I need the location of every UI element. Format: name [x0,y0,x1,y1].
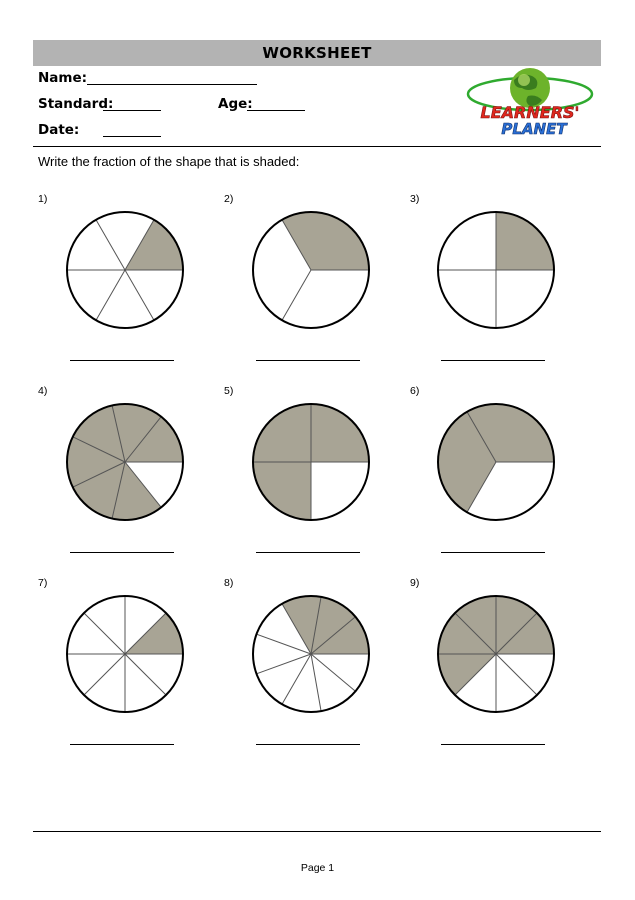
learners-planet-logo [462,66,597,145]
name-line [87,84,257,85]
answer-line[interactable] [70,360,174,361]
answer-line[interactable] [441,360,545,361]
answer-line[interactable] [256,552,360,553]
page-number: Page 1 [300,862,335,874]
header-divider [33,146,601,147]
question-number: 9) [410,577,420,589]
fraction-circle [436,594,556,714]
date-label: Date: [38,122,80,138]
fraction-circle [251,402,371,522]
sector-divider [96,220,125,270]
sector-divider [84,613,125,654]
sector-divider [125,270,154,320]
question-number: 4) [38,385,48,397]
date-line [103,136,161,137]
question-number: 3) [410,193,420,205]
fraction-circle [251,594,371,714]
sector-divider [311,654,355,691]
name-label: Name: [38,70,88,86]
sector-divider [311,654,321,711]
question-number: 6) [410,385,420,397]
fraction-circle [436,402,556,522]
fraction-circle [65,594,185,714]
question-number: 5) [224,385,234,397]
logo-line2: PLANET [501,120,567,138]
answer-line[interactable] [256,744,360,745]
answer-line[interactable] [256,360,360,361]
age-label: Age: [218,96,253,112]
standard-line [103,110,161,111]
sector-divider [282,654,311,704]
answer-line[interactable] [70,552,174,553]
question-number: 2) [224,193,234,205]
age-line [247,110,305,111]
sector-divider [84,654,125,695]
question-number: 8) [224,577,234,589]
standard-label: Standard: [38,96,114,112]
sector-divider [282,270,311,320]
fraction-circle [65,210,185,330]
fraction-circle [65,402,185,522]
sector-divider [496,654,537,695]
question-number: 1) [38,193,48,205]
shaded-sector [438,654,496,695]
answer-line[interactable] [441,552,545,553]
fraction-circle [436,210,556,330]
worksheet-title: WORKSHEET [33,40,601,66]
sector-divider [256,654,311,674]
answer-line[interactable] [441,744,545,745]
shaded-sector [125,220,183,270]
sector-divider [125,654,166,695]
shaded-sector [282,212,369,270]
footer-divider [33,831,601,832]
logo-line1: LEARNERS' [480,103,580,122]
question-number: 7) [38,577,48,589]
answer-line[interactable] [70,744,174,745]
shaded-sector [125,613,183,654]
fraction-circle [251,210,371,330]
sector-divider [96,270,125,320]
instruction-text: Write the fraction of the shape that is shaded: [38,154,300,169]
